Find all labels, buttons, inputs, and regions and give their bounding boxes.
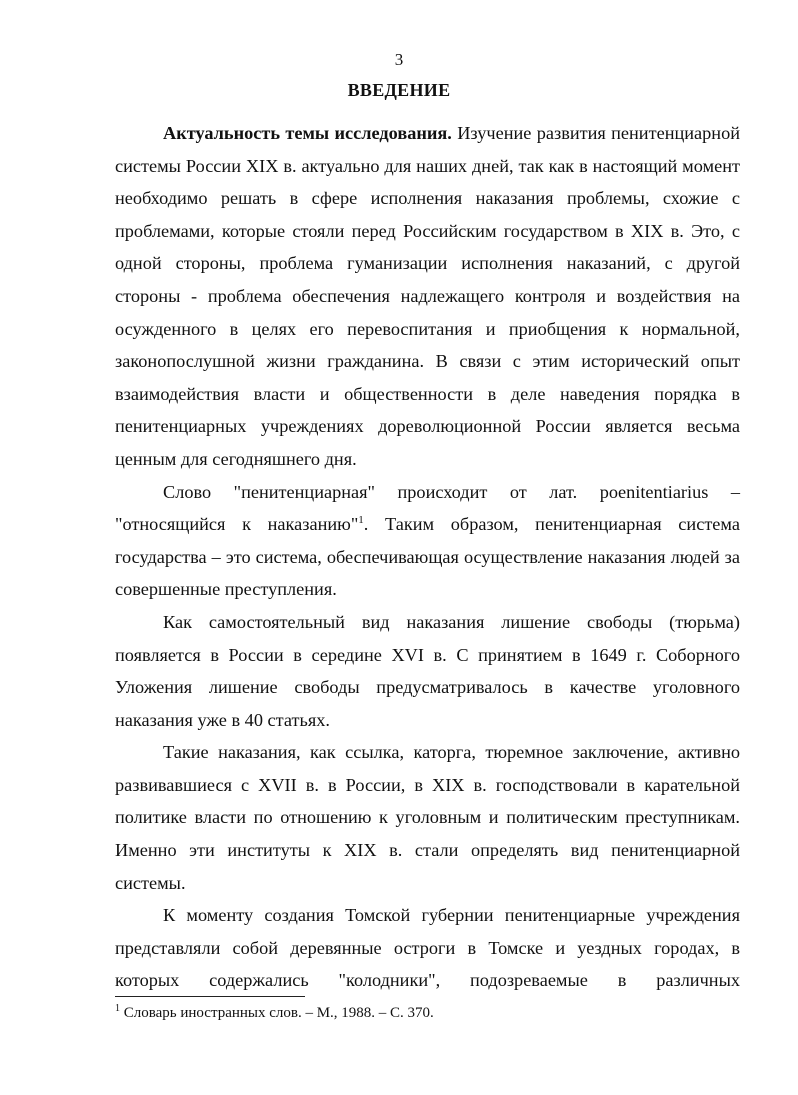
definition-part-b: . Таким образом, пенитенциарная система государства – это система, обеспечивающая осуществление наказания людей за совершенные преступления. xyxy=(115,514,740,600)
footnote-reference: 1 xyxy=(358,514,364,527)
relevance-lead: Актуальность темы исследования. xyxy=(163,123,452,143)
paragraph-tomsk: К моменту создания Томской губернии пенитенциарные учреждения представляли собой деревянные остроги в Томске и уездных городах, в которых содержались "колодники", подозреваемые в различных xyxy=(115,905,740,991)
footnote xyxy=(115,1005,434,1022)
relevance-body: Изучение развития пенитенциарной системы России XIX в. актуально для наших дней, так как в настоящий момент необходимо решать в сфере исполнения наказания проблемы, схожие с проблемами, которые стояли перед Российским государством в XIX в. Это, с одной стороны, проблема гуманизации исполнения наказаний, с другой стороны - проблема обеспечения надлежащего контроля и воздействия на осужденного в целях его перевоспитания и приобщения к нормальной, законопослушной жизни гражданина. В связи с этим исторический опыт взаимодействия власти и общественности в деле наведения порядка в пенитенциарных учреждениях дореволюционной России является весьма ценным для сегодняшнего дня. xyxy=(115,123,741,469)
footnote-separator xyxy=(115,996,305,997)
footnote-text: Словарь иностранных слов. – М., 1988. – С. 370. xyxy=(120,1005,434,1021)
paragraph-relevance xyxy=(115,117,740,476)
page-number: 3 xyxy=(394,50,404,69)
definition-part-a: Слово "пенитенциарная" происходит от лат. poenitentiarius – "относящийся к наказанию" xyxy=(115,481,740,535)
section-heading: ВВЕДЕНИЕ xyxy=(347,80,451,100)
paragraph-definition xyxy=(115,476,740,606)
paragraph-history: Как самостоятельный вид наказания лишение свободы (тюрьма) появляется в России в середине XVI в. С принятием в 1649 г. Соборного Уложения лишение свободы предусматривалось в качестве уголовного наказания уже в 40 статьях. xyxy=(115,611,740,730)
paragraph-punishments: Такие наказания, как ссылка, каторга, тюремное заключение, активно развивавшиеся с XVII в. в России, в XIX в. господствовали в карательной политике власти по отношению к уголовным и политическим преступникам. Именно эти институты к XIX в. стали определять вид пенитенциарной системы. xyxy=(115,742,740,893)
body-text xyxy=(115,117,740,997)
footnote-marker: 1 xyxy=(115,1003,120,1014)
